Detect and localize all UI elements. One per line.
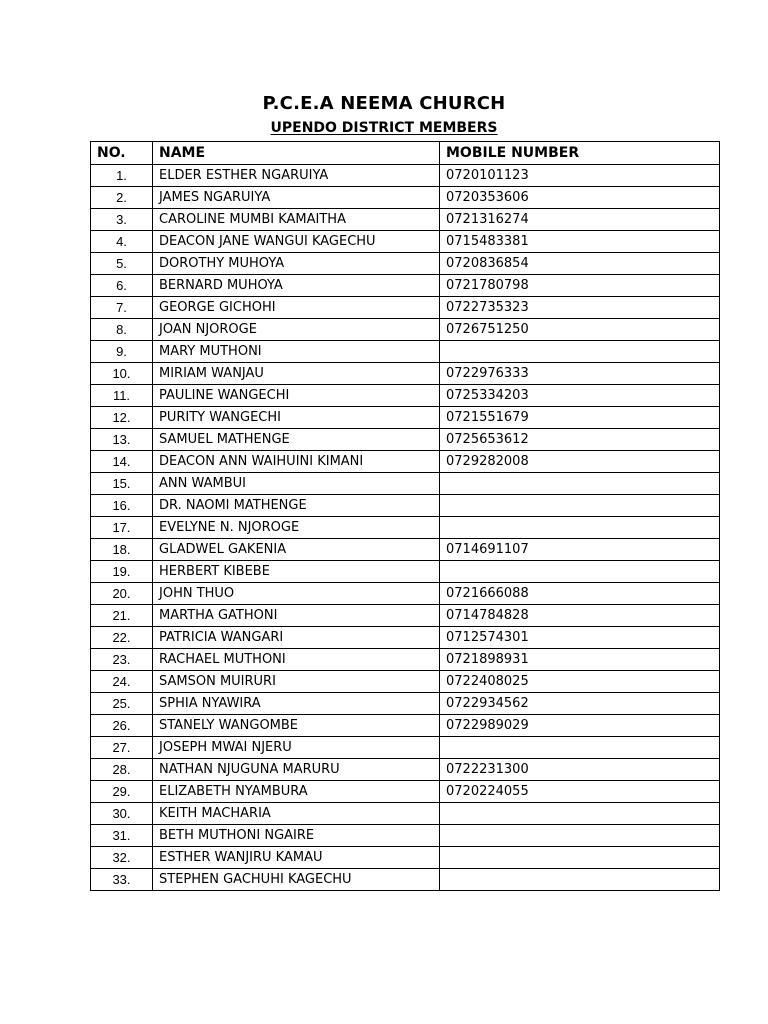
table-row xyxy=(91,825,720,847)
member-name: DEACON ANN WAIHUINI KIMANI xyxy=(153,451,440,473)
mobile-number xyxy=(440,495,720,517)
row-number: 12. xyxy=(91,407,153,429)
mobile-number: 0722976333 xyxy=(440,363,720,385)
mobile-number: 0722231300 xyxy=(440,759,720,781)
document-title: P.C.E.A NEEMA CHURCH xyxy=(262,93,506,114)
table-row xyxy=(91,231,720,253)
members-table-body xyxy=(91,165,720,891)
mobile-number: 0720353606 xyxy=(440,187,720,209)
member-name: ELIZABETH NYAMBURA xyxy=(153,781,440,803)
member-name: STANELY WANGOMBE xyxy=(153,715,440,737)
row-number: 1. xyxy=(91,165,153,187)
member-name: RACHAEL MUTHONI xyxy=(153,649,440,671)
member-name: PURITY WANGECHI xyxy=(153,407,440,429)
row-number: 29. xyxy=(91,781,153,803)
mobile-number: 0721551679 xyxy=(440,407,720,429)
table-row xyxy=(91,187,720,209)
mobile-number: 0714784828 xyxy=(440,605,720,627)
member-name: ESTHER WANJIRU KAMAU xyxy=(153,847,440,869)
mobile-number: 0720836854 xyxy=(440,253,720,275)
member-name: BETH MUTHONI NGAIRE xyxy=(153,825,440,847)
member-name: MIRIAM WANJAU xyxy=(153,363,440,385)
row-number: 33. xyxy=(91,869,153,891)
row-number: 27. xyxy=(91,737,153,759)
table-row xyxy=(91,539,720,561)
table-row xyxy=(91,165,720,187)
mobile-number: 0721316274 xyxy=(440,209,720,231)
row-number: 22. xyxy=(91,627,153,649)
row-number: 21. xyxy=(91,605,153,627)
table-row xyxy=(91,429,720,451)
mobile-number: 0721898931 xyxy=(440,649,720,671)
mobile-number xyxy=(440,869,720,891)
row-number: 2. xyxy=(91,187,153,209)
table-row xyxy=(91,803,720,825)
table-row xyxy=(91,649,720,671)
member-name: GEORGE GICHOHI xyxy=(153,297,440,319)
mobile-number: 0720224055 xyxy=(440,781,720,803)
table-row xyxy=(91,209,720,231)
table-row xyxy=(91,451,720,473)
header-row xyxy=(91,142,720,165)
row-number: 16. xyxy=(91,495,153,517)
column-header-mobile: MOBILE NUMBER xyxy=(440,142,720,165)
row-number: 18. xyxy=(91,539,153,561)
document-subtitle-text: UPENDO DISTRICT MEMBERS xyxy=(270,120,498,136)
table-row xyxy=(91,847,720,869)
member-name: JOAN NJOROGE xyxy=(153,319,440,341)
table-row xyxy=(91,561,720,583)
member-name: JOSEPH MWAI NJERU xyxy=(153,737,440,759)
column-header-name: NAME xyxy=(153,142,440,165)
mobile-number xyxy=(440,341,720,363)
member-name: SPHIA NYAWIRA xyxy=(153,693,440,715)
row-number: 31. xyxy=(91,825,153,847)
mobile-number: 0720101123 xyxy=(440,165,720,187)
members-table-header xyxy=(91,142,720,165)
mobile-number: 0722408025 xyxy=(440,671,720,693)
mobile-number: 0729282008 xyxy=(440,451,720,473)
row-number: 14. xyxy=(91,451,153,473)
table-row xyxy=(91,297,720,319)
member-name: GLADWEL GAKENIA xyxy=(153,539,440,561)
mobile-number: 0722735323 xyxy=(440,297,720,319)
member-name: DR. NAOMI MATHENGE xyxy=(153,495,440,517)
member-name: JAMES NGARUIYA xyxy=(153,187,440,209)
row-number: 30. xyxy=(91,803,153,825)
member-name: MARTHA GATHONI xyxy=(153,605,440,627)
row-number: 20. xyxy=(91,583,153,605)
row-number: 9. xyxy=(91,341,153,363)
table-row xyxy=(91,583,720,605)
mobile-number: 0714691107 xyxy=(440,539,720,561)
row-number: 19. xyxy=(91,561,153,583)
member-name: KEITH MACHARIA xyxy=(153,803,440,825)
mobile-number xyxy=(440,825,720,847)
table-row xyxy=(91,869,720,891)
table-row xyxy=(91,759,720,781)
table-row xyxy=(91,627,720,649)
row-number: 6. xyxy=(91,275,153,297)
row-number: 7. xyxy=(91,297,153,319)
table-row xyxy=(91,693,720,715)
table-row xyxy=(91,737,720,759)
member-name: DOROTHY MUHOYA xyxy=(153,253,440,275)
row-number: 32. xyxy=(91,847,153,869)
row-number: 24. xyxy=(91,671,153,693)
table-row xyxy=(91,253,720,275)
row-number: 13. xyxy=(91,429,153,451)
mobile-number xyxy=(440,517,720,539)
row-number: 3. xyxy=(91,209,153,231)
table-row xyxy=(91,319,720,341)
table-row xyxy=(91,781,720,803)
member-name: BERNARD MUHOYA xyxy=(153,275,440,297)
mobile-number: 0722934562 xyxy=(440,693,720,715)
row-number: 26. xyxy=(91,715,153,737)
document-subtitle xyxy=(0,120,768,136)
member-name: EVELYNE N. NJOROGE xyxy=(153,517,440,539)
row-number: 10. xyxy=(91,363,153,385)
mobile-number: 0725653612 xyxy=(440,429,720,451)
mobile-number: 0721780798 xyxy=(440,275,720,297)
mobile-number: 0725334203 xyxy=(440,385,720,407)
member-name: SAMSON MUIRURI xyxy=(153,671,440,693)
table-row xyxy=(91,715,720,737)
mobile-number xyxy=(440,803,720,825)
mobile-number: 0721666088 xyxy=(440,583,720,605)
members-table xyxy=(90,141,720,891)
mobile-number: 0726751250 xyxy=(440,319,720,341)
mobile-number xyxy=(440,473,720,495)
table-row xyxy=(91,341,720,363)
table-row xyxy=(91,385,720,407)
member-name: NATHAN NJUGUNA MARURU xyxy=(153,759,440,781)
table-row xyxy=(91,473,720,495)
row-number: 5. xyxy=(91,253,153,275)
member-name: ELDER ESTHER NGARUIYA xyxy=(153,165,440,187)
row-number: 4. xyxy=(91,231,153,253)
row-number: 28. xyxy=(91,759,153,781)
member-name: PAULINE WANGECHI xyxy=(153,385,440,407)
member-name: DEACON JANE WANGUI KAGECHU xyxy=(153,231,440,253)
column-header-no: NO. xyxy=(91,142,153,165)
row-number: 17. xyxy=(91,517,153,539)
table-row xyxy=(91,495,720,517)
member-name: STEPHEN GACHUHI KAGECHU xyxy=(153,869,440,891)
member-name: ANN WAMBUI xyxy=(153,473,440,495)
mobile-number xyxy=(440,847,720,869)
table-row xyxy=(91,275,720,297)
member-name: PATRICIA WANGARI xyxy=(153,627,440,649)
member-name: SAMUEL MATHENGE xyxy=(153,429,440,451)
table-row xyxy=(91,671,720,693)
row-number: 23. xyxy=(91,649,153,671)
member-name: CAROLINE MUMBI KAMAITHA xyxy=(153,209,440,231)
mobile-number: 0712574301 xyxy=(440,627,720,649)
table-row xyxy=(91,407,720,429)
table-row xyxy=(91,605,720,627)
mobile-number: 0722989029 xyxy=(440,715,720,737)
mobile-number: 0715483381 xyxy=(440,231,720,253)
row-number: 15. xyxy=(91,473,153,495)
row-number: 25. xyxy=(91,693,153,715)
mobile-number xyxy=(440,737,720,759)
member-name: JOHN THUO xyxy=(153,583,440,605)
table-row xyxy=(91,363,720,385)
mobile-number xyxy=(440,561,720,583)
member-name: HERBERT KIBEBE xyxy=(153,561,440,583)
table-row xyxy=(91,517,720,539)
row-number: 8. xyxy=(91,319,153,341)
row-number: 11. xyxy=(91,385,153,407)
member-name: MARY MUTHONI xyxy=(153,341,440,363)
